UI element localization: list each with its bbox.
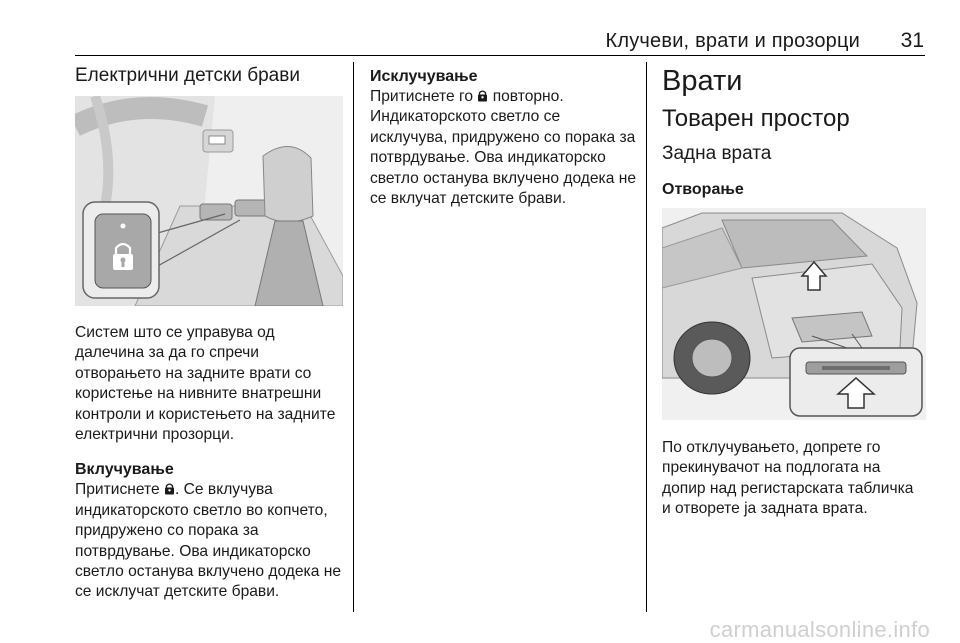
child-lock-illustration bbox=[75, 96, 343, 306]
deactivation-text-end: повторно. Индикаторското светло се исклучува, придружено со порака за потврдување. Ова индикаторско светло останува вклучено додека не се вклучат детските брави. bbox=[370, 88, 637, 208]
deactivation-heading: Исклучување bbox=[370, 68, 478, 85]
opening-heading: Отворање bbox=[662, 181, 744, 198]
header-rule bbox=[75, 55, 925, 56]
tailgate-illustration bbox=[662, 208, 926, 420]
right-column bbox=[662, 62, 926, 520]
section-heading-load-compartment: Товарен простор bbox=[662, 105, 850, 132]
subsection-heading-tailgate: Задна врата bbox=[662, 143, 772, 164]
chapter-heading-doors: Врати bbox=[662, 65, 743, 97]
child-lock-icon bbox=[164, 482, 175, 495]
activation-text-start: Притиснете bbox=[75, 481, 160, 499]
watermark: carmanualsonline.info bbox=[709, 617, 930, 642]
child-lock-description: Систем што се управува од далечина за да го спречи отворањето на задните врати со користење на нивните внатрешни контроли и користењето на задните електрични прозорци. bbox=[75, 324, 336, 444]
deactivation-text-start: Притиснете го bbox=[370, 88, 473, 105]
section-title-child-locks: Електрични детски брави bbox=[75, 65, 300, 86]
child-lock-icon bbox=[477, 89, 488, 102]
tailgate-figure-svg bbox=[662, 208, 926, 420]
left-column bbox=[75, 62, 343, 603]
tailgate-opening-text: По отклучувањето, допрете го прекинувачот на подлогата на допир над регистарската табличка и отворете ја задната врата. bbox=[662, 439, 914, 518]
chapter-running-title: Клучеви, врати и прозорци bbox=[605, 30, 860, 52]
deactivation-text bbox=[370, 87, 640, 209]
middle-column bbox=[370, 62, 640, 209]
column-divider-right bbox=[646, 62, 647, 612]
activation-text-end: . Се вклучува индикаторското светло во копчето, придружено со порака за потврдување. Ова индикаторско светло останува вклучено додека не се исклучат детските брави. bbox=[75, 481, 342, 601]
column-divider-left bbox=[353, 62, 354, 612]
page-number: 31 bbox=[900, 29, 924, 52]
child-lock-figure-svg bbox=[75, 96, 343, 306]
activation-text bbox=[75, 480, 343, 602]
activation-heading: Вклучување bbox=[75, 461, 174, 479]
